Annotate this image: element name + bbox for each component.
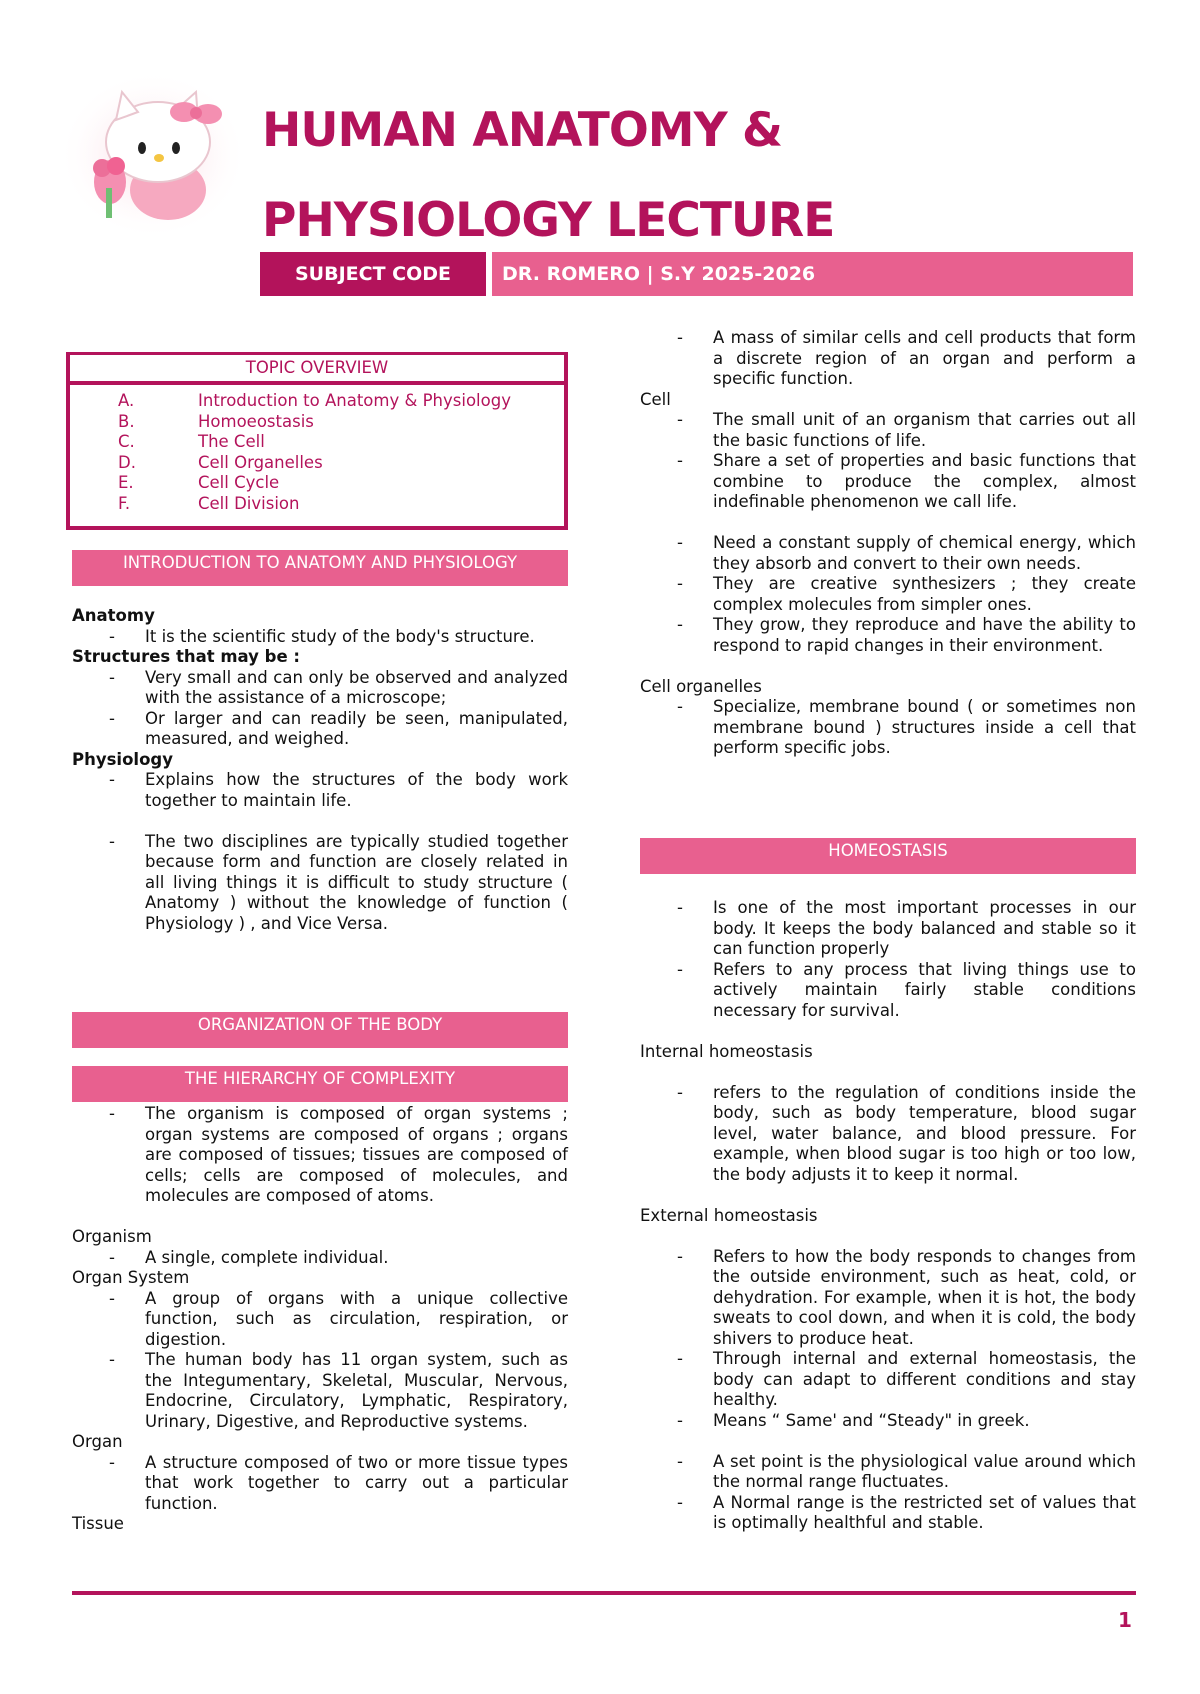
external-homeostasis-point-3: Means “ Same' and “Steady" in greek. (713, 1410, 1030, 1430)
list-item: - The human body has 11 organ system, such as the Integumentary, Skeletal, Muscular, Nervous, Endocrine, Circulatory, Lymphatic, Respiratory, Urinary, Digestive, and Reproductive systems. (109, 1350, 568, 1431)
hello-kitty-mascot-image (58, 70, 248, 240)
tissue-definition: A mass of similar cells and cell products that form a discrete region of an organ and perform a specific function. (713, 328, 1136, 388)
section-heading-homeostasis: HOMEOSTASIS (640, 838, 1136, 874)
topic-item (70, 391, 564, 412)
topic-overview-box (66, 352, 568, 530)
list-item: - A single, complete individual. (72, 1248, 568, 1269)
list-item: - refers to the regulation of conditions inside the body, such as body temperature, blood sugar level, water balance, and blood pressure. For example, when blood sugar is too high or too low, the body adjusts it to keep it normal. (677, 1082, 1136, 1184)
physiology-point-2: The two disciplines are typically studied together because form and function are closely related in all living things it is difficult to study structure ( Anatomy ) without the knowledge of function ( Physiology ) , and Vice Versa. (145, 831, 568, 933)
term-organ-system: Organ System (72, 1268, 190, 1287)
document-title (262, 86, 834, 266)
list-item: - Share a set of properties and basic functions that combine to produce the complex, almost indefinable phenomenon we call life. (677, 451, 1136, 511)
term-physiology: Physiology (72, 749, 173, 769)
hierarchy-content (72, 1104, 568, 1535)
cell-point-4: They are creative synthesizers ; they create complex molecules from simpler ones. (713, 574, 1136, 614)
topic-letter: F. (118, 493, 131, 513)
subject-code-label: SUBJECT CODE (260, 252, 486, 296)
cell-point-3: Need a constant supply of chemical energy, which they absorb and convert to their own needs. (713, 533, 1136, 573)
list-item: - Is one of the most important processes in our body. It keeps the body balanced and stable so it can function properly (677, 898, 1136, 958)
organ-system-point-1: A group of organs with a unique collective function, such as circulation, respiration, or digestion. (145, 1288, 568, 1349)
hierarchy-point-1: The organism is composed of organ systems ; organ systems are composed of organs ; organs are composed of tissues; tissues are composed of cells; cells are composed of molecules, and molecules are composed of atoms. (145, 1104, 568, 1205)
list-item: - Or larger and can readily be seen, manipulated, measured, and weighed. (109, 708, 568, 748)
physiology-point-1: Explains how the structures of the body work together to maintain life. (145, 770, 568, 810)
list-item: - Through internal and external homeostasis, the body can adapt to different conditions and stay healthy. (677, 1349, 1136, 1409)
normal-range-definition: A Normal range is the restricted set of values that is optimally healthful and stable. (713, 1492, 1136, 1532)
external-homeostasis-point-2: Through internal and external homeostasis, the body can adapt to different conditions and stay healthy. (713, 1349, 1136, 1409)
list-item: - A Normal range is the restricted set of values that is optimally healthful and stable. (677, 1492, 1136, 1532)
homeostasis-point-2: Refers to any process that living things use to actively maintain fairly stable conditions necessary for survival. (713, 959, 1136, 1020)
list-item: - Refers to any process that living things use to actively maintain fairly stable conditions necessary for survival. (677, 959, 1136, 1020)
structures-point-2: Or larger and can readily be seen, manipulated, measured, and weighed. (145, 708, 568, 748)
organ-definition: A structure composed of two or more tissue types that work together to carry out a particular function. (145, 1452, 568, 1513)
list-item: - The two disciplines are typically studied together because form and function are closely related in all living things it is difficult to study structure ( Anatomy ) without the knowledge of function ( Physiology ) , and Vice Versa. (109, 831, 568, 933)
homeostasis-point-1: Is one of the most important processes in our body. It keeps the body balanced and stable so it can function properly (713, 898, 1136, 958)
title-line-2: PHYSIOLOGY LECTURE (262, 193, 835, 248)
list-item: - A group of organs with a unique collective function, such as circulation, respiration, or digestion. (109, 1288, 568, 1349)
page-number: 1 (1118, 1608, 1132, 1632)
topic-item (70, 432, 564, 453)
list-item: - Refers to how the body responds to changes from the outside environment, such as heat, cold, or dehydration. For example, when it is hot, the body sweats to cool down, and when it is cold, the body shivers to produce heat. (677, 1246, 1136, 1348)
cell-content (640, 328, 1136, 759)
topic-letter: B. (118, 411, 135, 431)
topic-text: Introduction to Anatomy & Physiology (198, 391, 511, 410)
topic-overview-heading: TOPIC OVERVIEW (70, 355, 564, 385)
term-cell-organelles: Cell organelles (640, 676, 762, 696)
cell-point-1: The small unit of an organism that carries out all the basic functions of life. (713, 410, 1136, 450)
term-internal-homeostasis: Internal homeostasis (640, 1041, 813, 1061)
list-item: - Means “ Same' and “Steady" in greek. (640, 1411, 1136, 1432)
topic-item (70, 412, 564, 433)
term-organ: Organ (72, 1432, 123, 1451)
section-heading-hierarchy: THE HIERARCHY OF COMPLEXITY (72, 1066, 568, 1102)
organ-system-point-2: The human body has 11 organ system, such as the Integumentary, Skeletal, Muscular, Nervous, Endocrine, Circulatory, Lymphatic, Respiratory, Urinary, Digestive, and Reproductive systems. (145, 1350, 568, 1431)
topic-item (70, 473, 564, 494)
intro-content (72, 606, 568, 934)
topic-letter: A. (118, 391, 135, 410)
footer-divider (72, 1591, 1136, 1595)
list-item: - Explains how the structures of the body work together to maintain life. (109, 770, 568, 810)
topic-item (70, 453, 564, 474)
topic-text: Cell Division (198, 493, 300, 513)
list-item: - Need a constant supply of chemical energy, which they absorb and convert to their own needs. (677, 533, 1136, 573)
organelles-definition: Specialize, membrane bound ( or sometimes non membrane bound ) structures inside a cell that perform specific jobs. (713, 697, 1136, 757)
topic-text: Cell Organelles (198, 452, 323, 472)
section-heading-introduction: INTRODUCTION TO ANATOMY AND PHYSIOLOGY (72, 550, 568, 586)
topic-list (70, 391, 564, 514)
list-item: - They are creative synthesizers ; they create complex molecules from simpler ones. (677, 574, 1136, 614)
section-heading-organization: ORGANIZATION OF THE BODY (72, 1012, 568, 1048)
structures-point-1: Very small and can only be observed and analyzed with the assistance of a microscope; (145, 667, 568, 707)
set-point-definition: A set point is the physiological value around which the normal range fluctuates. (713, 1451, 1136, 1491)
topic-letter: D. (118, 452, 136, 472)
topic-letter: E. (118, 473, 134, 492)
list-item: - They grow, they reproduce and have the ability to respond to rapid changes in their environment. (677, 615, 1136, 655)
internal-homeostasis-definition: refers to the regulation of conditions inside the body, such as body temperature, blood sugar level, water balance, and blood pressure. For example, when blood sugar is too high or too low, the body adjusts it to keep it normal. (713, 1082, 1136, 1184)
list-item: - The organism is composed of organ systems ; organ systems are composed of organs ; organs are composed of tissues; tissues are composed of cells; cells are composed of molecules, and molecules are composed of atoms. (109, 1104, 568, 1205)
topic-text: Cell Cycle (198, 473, 280, 492)
term-organism: Organism (72, 1227, 152, 1246)
list-item: - A set point is the physiological value around which the normal range fluctuates. (677, 1451, 1136, 1491)
subject-bar (260, 252, 1133, 296)
homeostasis-content (640, 898, 1136, 1534)
topic-text: The Cell (198, 432, 265, 451)
list-item: - Very small and can only be observed and analyzed with the assistance of a microscope; (109, 667, 568, 707)
topic-text: Homoeostasis (198, 411, 314, 431)
title-line-1: HUMAN ANATOMY & (262, 103, 782, 158)
term-tissue: Tissue (72, 1514, 124, 1533)
topic-letter: C. (118, 432, 135, 451)
instructor-school-year: DR. ROMERO | S.Y 2025-2026 (492, 252, 1133, 296)
cell-point-2: Share a set of properties and basic functions that combine to produce the complex, almost indefinable phenomenon we call life. (713, 451, 1136, 511)
term-external-homeostasis: External homeostasis (640, 1205, 818, 1225)
term-cell: Cell (640, 389, 671, 409)
list-item: - The small unit of an organism that carries out all the basic functions of life. (677, 410, 1136, 450)
list-item: - It is the scientific study of the body's structure. (72, 627, 568, 648)
anatomy-definition: It is the scientific study of the body's structure. (145, 626, 535, 646)
term-anatomy: Anatomy (72, 606, 155, 625)
list-item: - A mass of similar cells and cell products that form a discrete region of an organ and perform a specific function. (677, 328, 1136, 388)
cell-point-5: They grow, they reproduce and have the ability to respond to rapid changes in their environment. (713, 615, 1136, 655)
organism-definition: A single, complete individual. (145, 1247, 389, 1267)
external-homeostasis-point-1: Refers to how the body responds to changes from the outside environment, such as heat, cold, or dehydration. For example, when it is hot, the body sweats to cool down, and when it is cold, the body shivers to produce heat. (713, 1246, 1136, 1348)
topic-item (70, 494, 564, 515)
list-item: - A structure composed of two or more tissue types that work together to carry out a particular function. (109, 1452, 568, 1513)
list-item: - Specialize, membrane bound ( or sometimes non membrane bound ) structures inside a cell that perform specific jobs. (677, 697, 1136, 757)
term-structures: Structures that may be : (72, 647, 301, 666)
